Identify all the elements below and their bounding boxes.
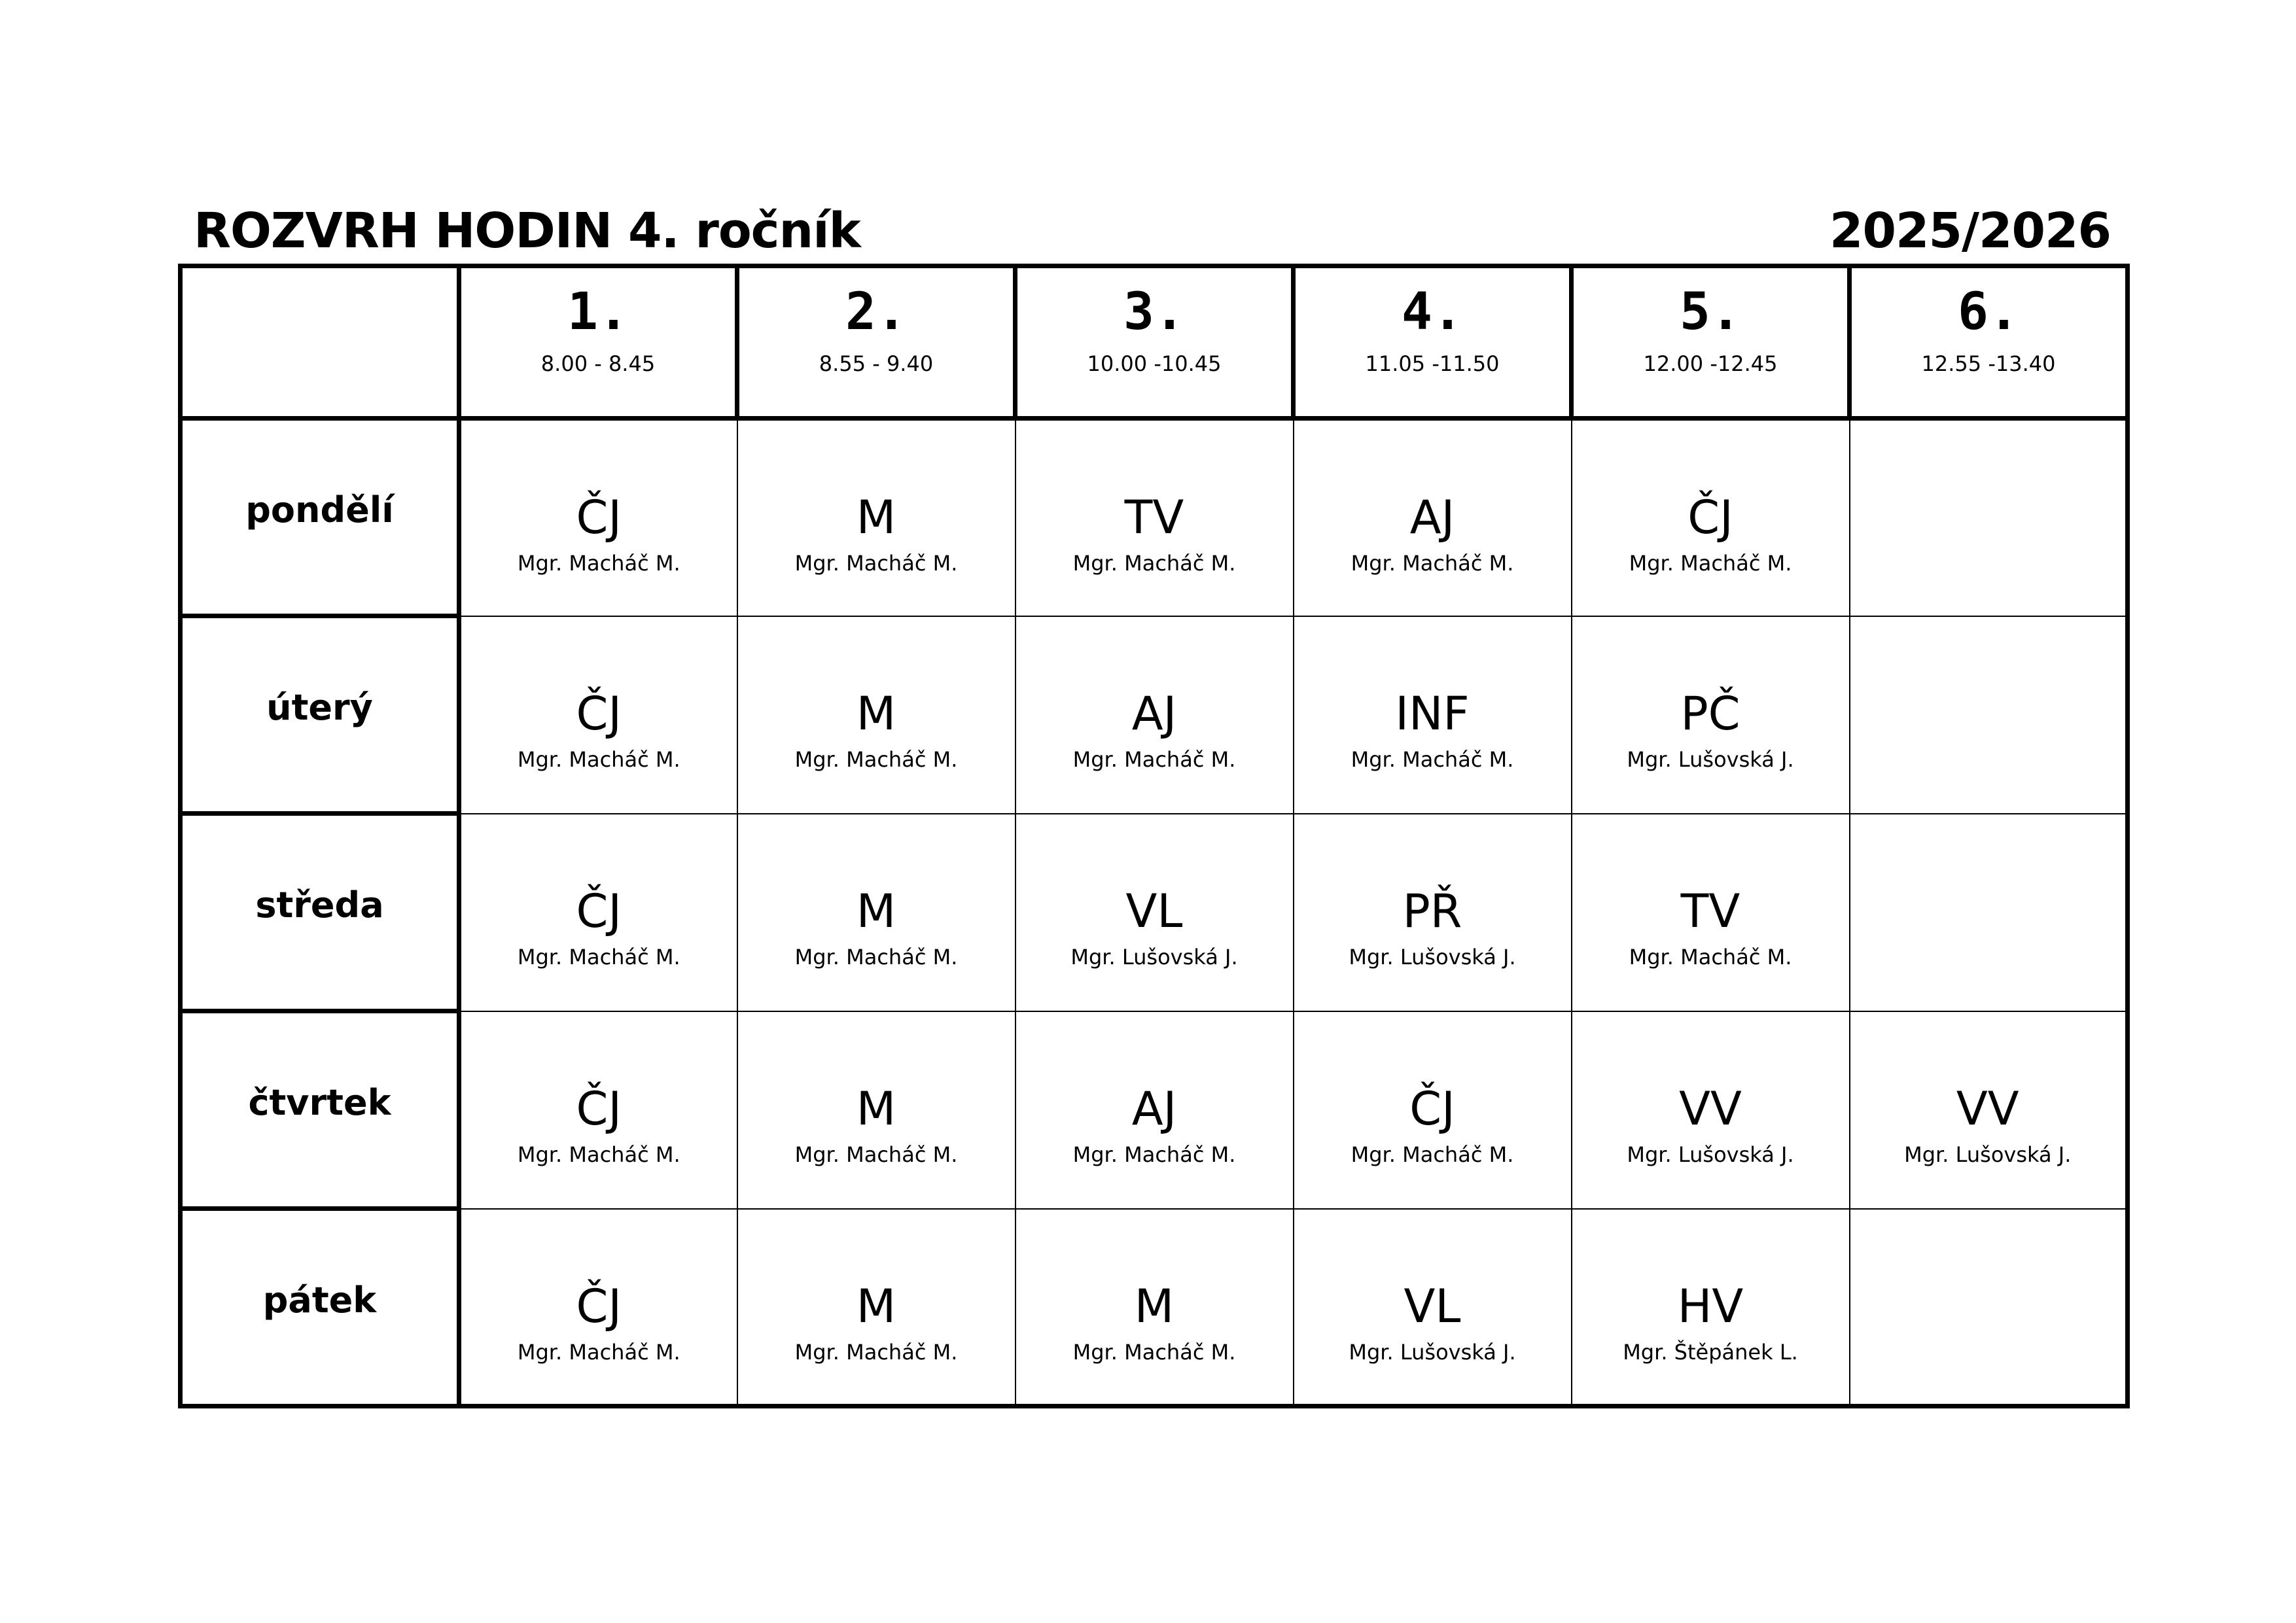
lesson-cell bbox=[737, 419, 1016, 616]
lesson-cell bbox=[1572, 814, 1850, 1011]
teacher: Mgr. Macháč M. bbox=[794, 944, 958, 969]
subject: M bbox=[856, 1081, 896, 1136]
subject: TV bbox=[1680, 884, 1740, 938]
subject: PŘ bbox=[1402, 884, 1462, 938]
period-header bbox=[737, 266, 1016, 419]
lesson-cell bbox=[737, 1011, 1016, 1209]
school-year: 2025/2026 bbox=[1829, 203, 2111, 259]
subject: M bbox=[856, 884, 896, 938]
subject: M bbox=[856, 491, 896, 544]
teacher: Mgr. Macháč M. bbox=[517, 551, 680, 576]
day-name: středa bbox=[255, 884, 384, 926]
teacher: Mgr. Lušovská J. bbox=[1627, 1142, 1794, 1167]
period-header bbox=[1572, 266, 1850, 419]
day-row-streda bbox=[181, 814, 2128, 1011]
teacher: Mgr. Macháč M. bbox=[517, 1142, 680, 1167]
lesson-cell bbox=[1572, 1209, 1850, 1406]
period-time: 11.05 -11.50 bbox=[1365, 351, 1500, 376]
teacher: Mgr. Macháč M. bbox=[1629, 551, 1792, 576]
subject: AJ bbox=[1131, 686, 1177, 741]
lesson-cell bbox=[459, 1011, 737, 1209]
day-cell bbox=[181, 419, 459, 616]
lesson-cell bbox=[1850, 814, 2128, 1011]
day-cell bbox=[181, 814, 459, 1011]
teacher: Mgr. Macháč M. bbox=[1351, 746, 1514, 772]
period-time: 12.00 -12.45 bbox=[1643, 351, 1778, 376]
teacher: Mgr. Macháč M. bbox=[794, 1142, 958, 1167]
subject: ČJ bbox=[576, 1279, 622, 1333]
teacher: Mgr. Macháč M. bbox=[1072, 1339, 1236, 1365]
lesson-cell bbox=[1016, 419, 1294, 616]
period-header bbox=[1850, 266, 2128, 419]
day-cell bbox=[181, 1011, 459, 1209]
lesson-cell bbox=[1016, 1209, 1294, 1406]
lesson-cell bbox=[1572, 616, 1850, 814]
teacher: Mgr. Macháč M. bbox=[1072, 1142, 1236, 1167]
teacher: Mgr. Macháč M. bbox=[517, 944, 680, 969]
subject: HV bbox=[1677, 1279, 1744, 1333]
teacher: Mgr. Macháč M. bbox=[517, 1339, 680, 1365]
subject: AJ bbox=[1409, 491, 1455, 544]
teacher: Mgr. Lušovská J. bbox=[1904, 1142, 2072, 1167]
subject: ČJ bbox=[1409, 1081, 1455, 1136]
lesson-cell bbox=[1294, 1209, 1572, 1406]
subject: VV bbox=[1956, 1081, 2019, 1136]
period-header bbox=[459, 266, 737, 419]
subject: VL bbox=[1404, 1279, 1461, 1333]
lesson-cell bbox=[1850, 1011, 2128, 1209]
day-name: úterý bbox=[266, 687, 373, 728]
period-number: 1. bbox=[567, 283, 629, 341]
teacher: Mgr. Štěpánek L. bbox=[1623, 1339, 1798, 1365]
day-row-patek bbox=[181, 1209, 2128, 1406]
lesson-cell bbox=[737, 814, 1016, 1011]
subject: VV bbox=[1679, 1081, 1742, 1136]
day-name: pondělí bbox=[245, 489, 394, 531]
subject: INF bbox=[1395, 686, 1470, 741]
period-time: 8.00 - 8.45 bbox=[540, 351, 656, 376]
subject: ČJ bbox=[576, 686, 622, 741]
lesson-cell bbox=[737, 616, 1016, 814]
period-number: 5. bbox=[1680, 283, 1741, 341]
lesson-cell bbox=[1850, 1209, 2128, 1406]
subject: M bbox=[856, 1279, 896, 1333]
subject: VL bbox=[1125, 884, 1183, 938]
period-time: 10.00 -10.45 bbox=[1087, 351, 1222, 376]
lesson-cell bbox=[1850, 419, 2128, 616]
teacher: Mgr. Macháč M. bbox=[1351, 1142, 1514, 1167]
period-header-row bbox=[181, 266, 2128, 419]
teacher: Mgr. Macháč M. bbox=[1072, 746, 1236, 772]
lesson-cell bbox=[1572, 419, 1850, 616]
page-title: ROZVRH HODIN 4. ročník bbox=[194, 203, 860, 259]
lesson-cell bbox=[1572, 1011, 1850, 1209]
day-name: čtvrtek bbox=[248, 1082, 391, 1123]
period-number: 4. bbox=[1402, 283, 1463, 341]
day-name: pátek bbox=[262, 1280, 377, 1321]
period-number: 2. bbox=[845, 283, 907, 341]
lesson-cell bbox=[1294, 616, 1572, 814]
lesson-cell bbox=[737, 1209, 1016, 1406]
period-header bbox=[1016, 266, 1294, 419]
subject: ČJ bbox=[1687, 491, 1733, 544]
period-header bbox=[1294, 266, 1572, 419]
day-row-ctvrtek bbox=[181, 1011, 2128, 1209]
timetable bbox=[178, 264, 2130, 1408]
subject: AJ bbox=[1131, 1081, 1177, 1136]
teacher: Mgr. Lušovská J. bbox=[1349, 944, 1516, 969]
teacher: Mgr. Macháč M. bbox=[794, 551, 958, 576]
subject: PČ bbox=[1680, 686, 1740, 741]
teacher: Mgr. Macháč M. bbox=[1072, 551, 1236, 576]
period-number: 3. bbox=[1123, 283, 1185, 341]
lesson-cell bbox=[1016, 1011, 1294, 1209]
teacher: Mgr. Lušovská J. bbox=[1627, 746, 1794, 772]
period-time: 12.55 -13.40 bbox=[1921, 351, 2056, 376]
subject: ČJ bbox=[576, 1081, 622, 1136]
lesson-cell bbox=[1294, 814, 1572, 1011]
teacher: Mgr. Lušovská J. bbox=[1349, 1339, 1516, 1365]
subject: TV bbox=[1124, 491, 1184, 544]
corner-cell bbox=[181, 266, 459, 419]
subject: M bbox=[856, 686, 896, 741]
lesson-cell bbox=[1294, 1011, 1572, 1209]
lesson-cell bbox=[459, 616, 737, 814]
subject: ČJ bbox=[576, 884, 622, 938]
teacher: Mgr. Macháč M. bbox=[1629, 944, 1792, 969]
title-row bbox=[194, 196, 2111, 268]
teacher: Mgr. Macháč M. bbox=[517, 746, 680, 772]
period-time: 8.55 - 9.40 bbox=[819, 351, 934, 376]
lesson-cell bbox=[1016, 814, 1294, 1011]
teacher: Mgr. Macháč M. bbox=[794, 746, 958, 772]
day-cell bbox=[181, 616, 459, 814]
lesson-cell bbox=[459, 419, 737, 616]
subject: M bbox=[1134, 1279, 1174, 1333]
teacher: Mgr. Macháč M. bbox=[1351, 551, 1514, 576]
lesson-cell bbox=[1294, 419, 1572, 616]
lesson-cell bbox=[1016, 616, 1294, 814]
lesson-cell bbox=[459, 814, 737, 1011]
day-cell bbox=[181, 1209, 459, 1406]
lesson-cell bbox=[1850, 616, 2128, 814]
day-row-pondeli bbox=[181, 419, 2128, 616]
teacher: Mgr. Macháč M. bbox=[794, 1339, 958, 1365]
day-row-utery bbox=[181, 616, 2128, 814]
lesson-cell bbox=[459, 1209, 737, 1406]
teacher: Mgr. Lušovská J. bbox=[1070, 944, 1238, 969]
subject: ČJ bbox=[576, 491, 622, 544]
period-number: 6. bbox=[1958, 283, 2019, 341]
